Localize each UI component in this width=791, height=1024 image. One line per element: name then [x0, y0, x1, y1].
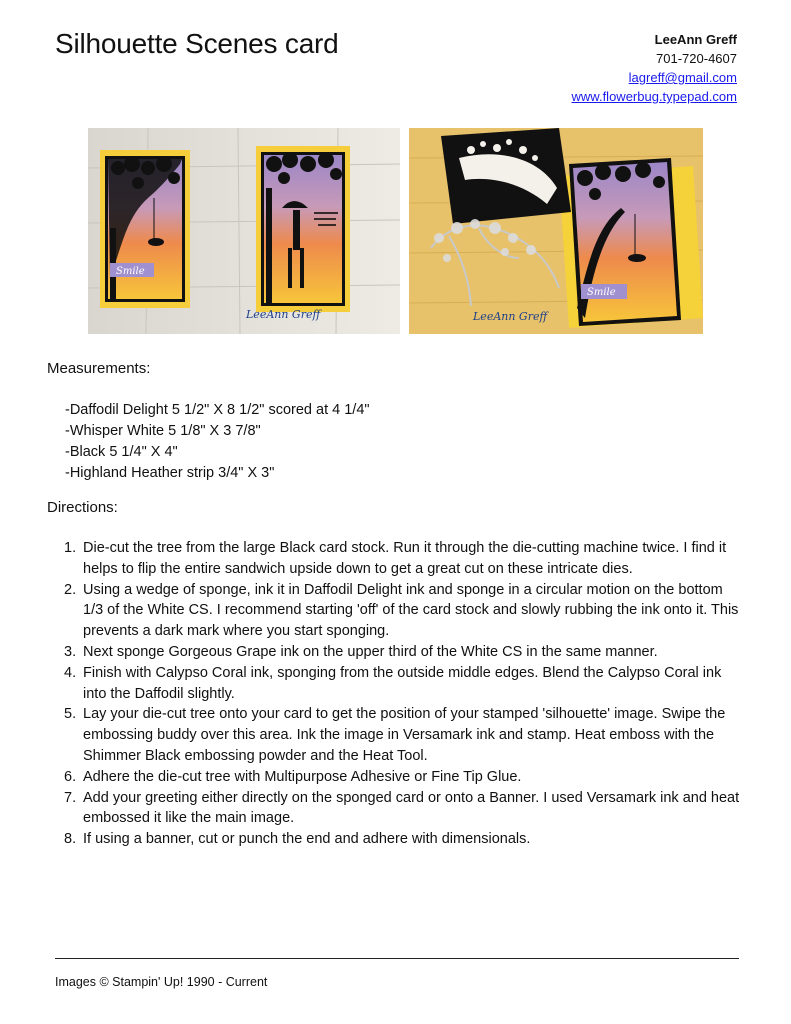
direction-step: [64, 829, 744, 850]
footer-copyright: Images © Stampin' Up! 1990 - Current: [55, 975, 268, 989]
directions-heading: Directions:: [47, 499, 118, 516]
step-text: Finish with Calypso Coral ink, sponging from the outside middle edges. Blend the Calypso Coral ink into the Daffodil slightly.: [83, 664, 722, 702]
step-number: 4.: [64, 664, 77, 681]
step-text: Using a wedge of sponge, ink it in Daffodil Delight ink and sponge in a circular motion on the bottom 1/3 of the White CS. I recommend starting 'off' of the card stock and slowly rubbing the ink onto it. This prevents a dark mark where you start sponging.: [83, 581, 739, 640]
directions-list: [64, 538, 744, 850]
measurements-heading: Measurements:: [47, 360, 151, 377]
step-number: 1.: [64, 540, 77, 556]
step-text: Lay your die-cut tree onto your card to get the position of your stamped 'silhouette' image. Swipe the embossing buddy over this area. Ink the image in Versamark ink and stamp. Heat emboss with the Shimmer Black embossing powder and the Heat Tool.: [83, 706, 726, 764]
document-title: Silhouette Scenes card: [55, 28, 339, 59]
step-text: Add your greeting either directly on the sponged card or onto a Banner. I used Versamark ink and heat embossed it like the main image.: [83, 789, 740, 827]
measurement-item: -Daffodil Delight 5 1/2" X 8 1/2" scored at 4 1/4": [65, 402, 370, 418]
svg-text:LeeAnn Greff: LeeAnn Greff: [246, 308, 321, 321]
measurement-item: -Highland Heather strip 3/4" X 3": [65, 465, 275, 481]
right-card-banner-text: Smile: [587, 287, 616, 298]
cards-photo-left: [88, 128, 400, 334]
measurement-item: -Whisper White 5 1/8" X 3 7/8": [65, 423, 261, 439]
step-number: 3.: [64, 643, 77, 660]
direction-step: [64, 767, 744, 788]
direction-step: [64, 704, 744, 766]
measurement-item: -Black 5 1/4" X 4": [65, 444, 178, 460]
direction-step: [64, 642, 744, 663]
direction-step: [64, 580, 744, 642]
author-name: LeeAnn Greff: [654, 32, 737, 47]
step-number: 5.: [64, 706, 77, 723]
step-number: 8.: [64, 831, 77, 848]
step-text: Die-cut the tree from the large Black card stock. Run it through the die-cutting machine twice. I find it helps to flip the entire sandwich upside down to get a great cut on these intricate dies.: [83, 540, 727, 577]
footer-divider: [55, 958, 739, 959]
step-number: 7.: [64, 789, 77, 806]
website-link[interactable]: www.flowerbug.typepad.com: [571, 89, 737, 104]
measurements-list: [65, 400, 370, 484]
direction-step: [64, 663, 744, 705]
step-number: 6.: [64, 768, 77, 785]
phone-number: 701-720-4607: [656, 51, 737, 66]
email-link[interactable]: lagreff@gmail.com: [628, 70, 737, 85]
direction-step: [64, 538, 744, 580]
direction-step: [64, 788, 744, 830]
step-number: 2.: [64, 581, 77, 598]
cards-photo-right: [409, 128, 703, 334]
step-text: Adhere the die-cut tree with Multipurpose Adhesive or Fine Tip Glue.: [83, 768, 522, 785]
contact-block: [572, 30, 737, 106]
left-card1-banner-text: Smile: [116, 266, 145, 277]
step-text: Next sponge Gorgeous Grape ink on the upper third of the White CS in the same manner.: [83, 643, 658, 660]
svg-text:LeeAnn Greff: LeeAnn Greff: [473, 310, 548, 323]
step-text: If using a banner, cut or punch the end and adhere with dimensionals.: [83, 831, 531, 848]
